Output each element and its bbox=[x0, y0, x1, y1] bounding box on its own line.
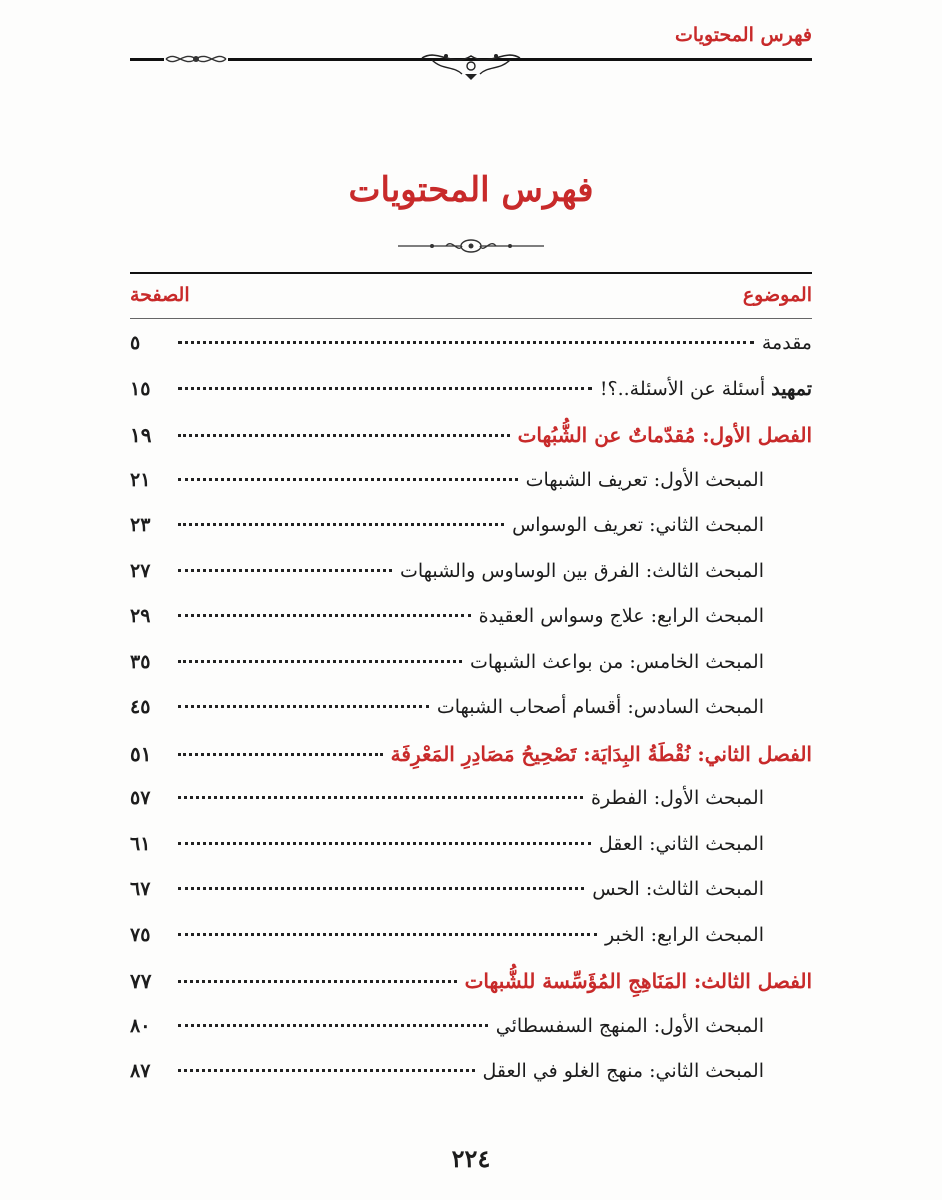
toc-row[interactable] bbox=[130, 833, 812, 879]
toc-leader-dots bbox=[178, 478, 518, 481]
toc-leader-dots bbox=[178, 1024, 488, 1027]
toc-row[interactable] bbox=[130, 787, 812, 833]
toc-entry-title bbox=[762, 332, 812, 354]
toc-page-number: ٣٥ bbox=[130, 650, 151, 673]
toc-list bbox=[130, 332, 812, 1106]
toc-page-number: ٥١ bbox=[130, 741, 152, 766]
toc-page-number: ٧٧ bbox=[130, 969, 152, 993]
toc-entry-text: المبحث الخامس: من بواعث الشبهات bbox=[470, 650, 764, 673]
toc-leader-dots bbox=[178, 980, 457, 983]
toc-row[interactable] bbox=[130, 514, 812, 560]
toc-entry-text: المبحث الرابع: الخبر bbox=[605, 923, 764, 946]
toc-leader-dots bbox=[178, 387, 592, 390]
toc-entry-text: المبحث الأول: المنهج السفسطائي bbox=[495, 1014, 764, 1037]
toc-entry-title bbox=[605, 924, 764, 946]
toc-row[interactable] bbox=[130, 1060, 812, 1106]
page-number: ٢٢٤ bbox=[451, 1144, 491, 1173]
toc-page-number: ١٩ bbox=[130, 423, 152, 447]
page-title: فهرس المحتويات bbox=[348, 170, 594, 210]
toc-chapter-row[interactable] bbox=[130, 969, 812, 1015]
toc-leader-dots bbox=[178, 523, 504, 526]
toc-entry-text: المبحث الثالث: الفرق بين الوساوس والشبهات bbox=[399, 559, 764, 582]
toc-row[interactable] bbox=[130, 469, 812, 515]
toc-leader-dots bbox=[178, 434, 510, 437]
toc-entry-text: المبحث الرابع: علاج وسواس العقيدة bbox=[478, 605, 764, 627]
toc-page-number: ٨٧ bbox=[130, 1060, 151, 1082]
toc-page-number: ٢٧ bbox=[130, 559, 151, 582]
toc-entry-title bbox=[391, 742, 812, 766]
toc-entry-title bbox=[483, 1060, 764, 1082]
running-head: فهرس المحتويات bbox=[675, 24, 812, 46]
toc-entry-title bbox=[599, 833, 764, 855]
toc-chapter-row[interactable] bbox=[130, 423, 812, 469]
toc-entry-title bbox=[591, 787, 764, 809]
toc-leader-dots bbox=[178, 569, 392, 572]
header-ornament-icon bbox=[418, 46, 524, 82]
toc-entry-text: الفصل الثاني: نُقْطَةُ البِدَايَة: تَصْحِيحُ مَصَادِرِ المَعْرِفَة bbox=[390, 741, 812, 766]
toc-row[interactable] bbox=[130, 560, 812, 606]
toc-entry-title bbox=[592, 878, 764, 900]
toc-leader-dots bbox=[178, 933, 597, 936]
toc-row[interactable] bbox=[130, 1015, 812, 1061]
toc-entry-title bbox=[470, 651, 764, 673]
toc-entry-title bbox=[526, 469, 764, 491]
toc-leader-dots bbox=[178, 753, 383, 756]
toc-entry-text: المبحث السادس: أقسام أصحاب الشبهات bbox=[436, 696, 764, 718]
toc-entry-text: المبحث الأول: الفطرة bbox=[591, 787, 764, 809]
toc-entry-text: المبحث الثاني: العقل bbox=[598, 832, 764, 855]
toc-row[interactable] bbox=[130, 378, 812, 424]
header-flourish-icon bbox=[164, 48, 228, 70]
table-header-rule bbox=[130, 318, 812, 319]
toc-leader-dots bbox=[178, 705, 429, 708]
toc-entry-title bbox=[479, 605, 764, 627]
toc-row[interactable] bbox=[130, 924, 812, 970]
toc-leader-dots bbox=[178, 341, 754, 344]
toc-entry-title bbox=[600, 378, 812, 400]
toc-entry-text: المبحث الثاني: منهج الغلو في العقل bbox=[482, 1060, 764, 1082]
toc-entry-text: المبحث الأول: تعريف الشبهات bbox=[525, 468, 764, 491]
toc-row[interactable] bbox=[130, 605, 812, 651]
toc-leader-dots bbox=[178, 1069, 475, 1072]
toc-entry-text: الفصل الثالث: المَنَاهِجِ المُؤَسِّسة للشُّبهات bbox=[464, 969, 812, 993]
toc-row[interactable] bbox=[130, 696, 812, 742]
toc-page-number: ٧٥ bbox=[130, 923, 151, 946]
toc-entry-title bbox=[518, 423, 812, 447]
toc-entry-text: المبحث الثالث: الحس bbox=[592, 878, 764, 900]
toc-row[interactable] bbox=[130, 651, 812, 697]
toc-page-number: ٢١ bbox=[130, 468, 151, 491]
toc-page-number: ١٥ bbox=[130, 377, 151, 400]
column-header-topic: الموضوع bbox=[742, 284, 812, 306]
toc-leader-dots bbox=[178, 887, 584, 890]
toc-page-number: ٦١ bbox=[130, 832, 151, 855]
toc-entry-title bbox=[400, 560, 764, 582]
column-header-page: الصفحة bbox=[130, 284, 190, 306]
toc-leader-dots bbox=[178, 614, 471, 617]
toc-row[interactable] bbox=[130, 332, 812, 378]
toc-leader-dots bbox=[178, 796, 583, 799]
toc-entry-text: مقدمة bbox=[761, 332, 812, 354]
toc-entry-text: أسئلة عن الأسئلة..؟! bbox=[599, 377, 772, 400]
toc-page-number: ٨٠ bbox=[130, 1014, 151, 1037]
toc-row[interactable] bbox=[130, 878, 812, 924]
toc-page-number: ٢٩ bbox=[130, 605, 151, 627]
toc-page-number: ٦٧ bbox=[130, 878, 151, 900]
toc-entry-title bbox=[496, 1015, 764, 1037]
toc-leader-dots bbox=[178, 660, 462, 663]
toc-entry-text: المبحث الثاني: تعريف الوسواس bbox=[512, 514, 764, 536]
toc-chapter-row[interactable] bbox=[130, 742, 812, 788]
toc-leader-dots bbox=[178, 842, 591, 845]
toc-page-number: ٤٥ bbox=[130, 696, 151, 718]
toc-page-number: ٢٣ bbox=[130, 514, 151, 536]
toc-entry-title bbox=[437, 696, 764, 718]
toc-entry-title bbox=[465, 969, 812, 993]
table-top-rule bbox=[130, 272, 812, 274]
toc-entry-title bbox=[512, 514, 764, 536]
title-ornament-icon bbox=[396, 236, 546, 256]
toc-entry-text: الفصل الأول: مُقدّماتٌ عن الشُّبُهات bbox=[517, 423, 812, 447]
toc-page-number: ٥٧ bbox=[130, 787, 151, 809]
toc-page-number: ٥ bbox=[130, 332, 141, 354]
toc-entry-lead: تمهيد bbox=[771, 377, 812, 400]
